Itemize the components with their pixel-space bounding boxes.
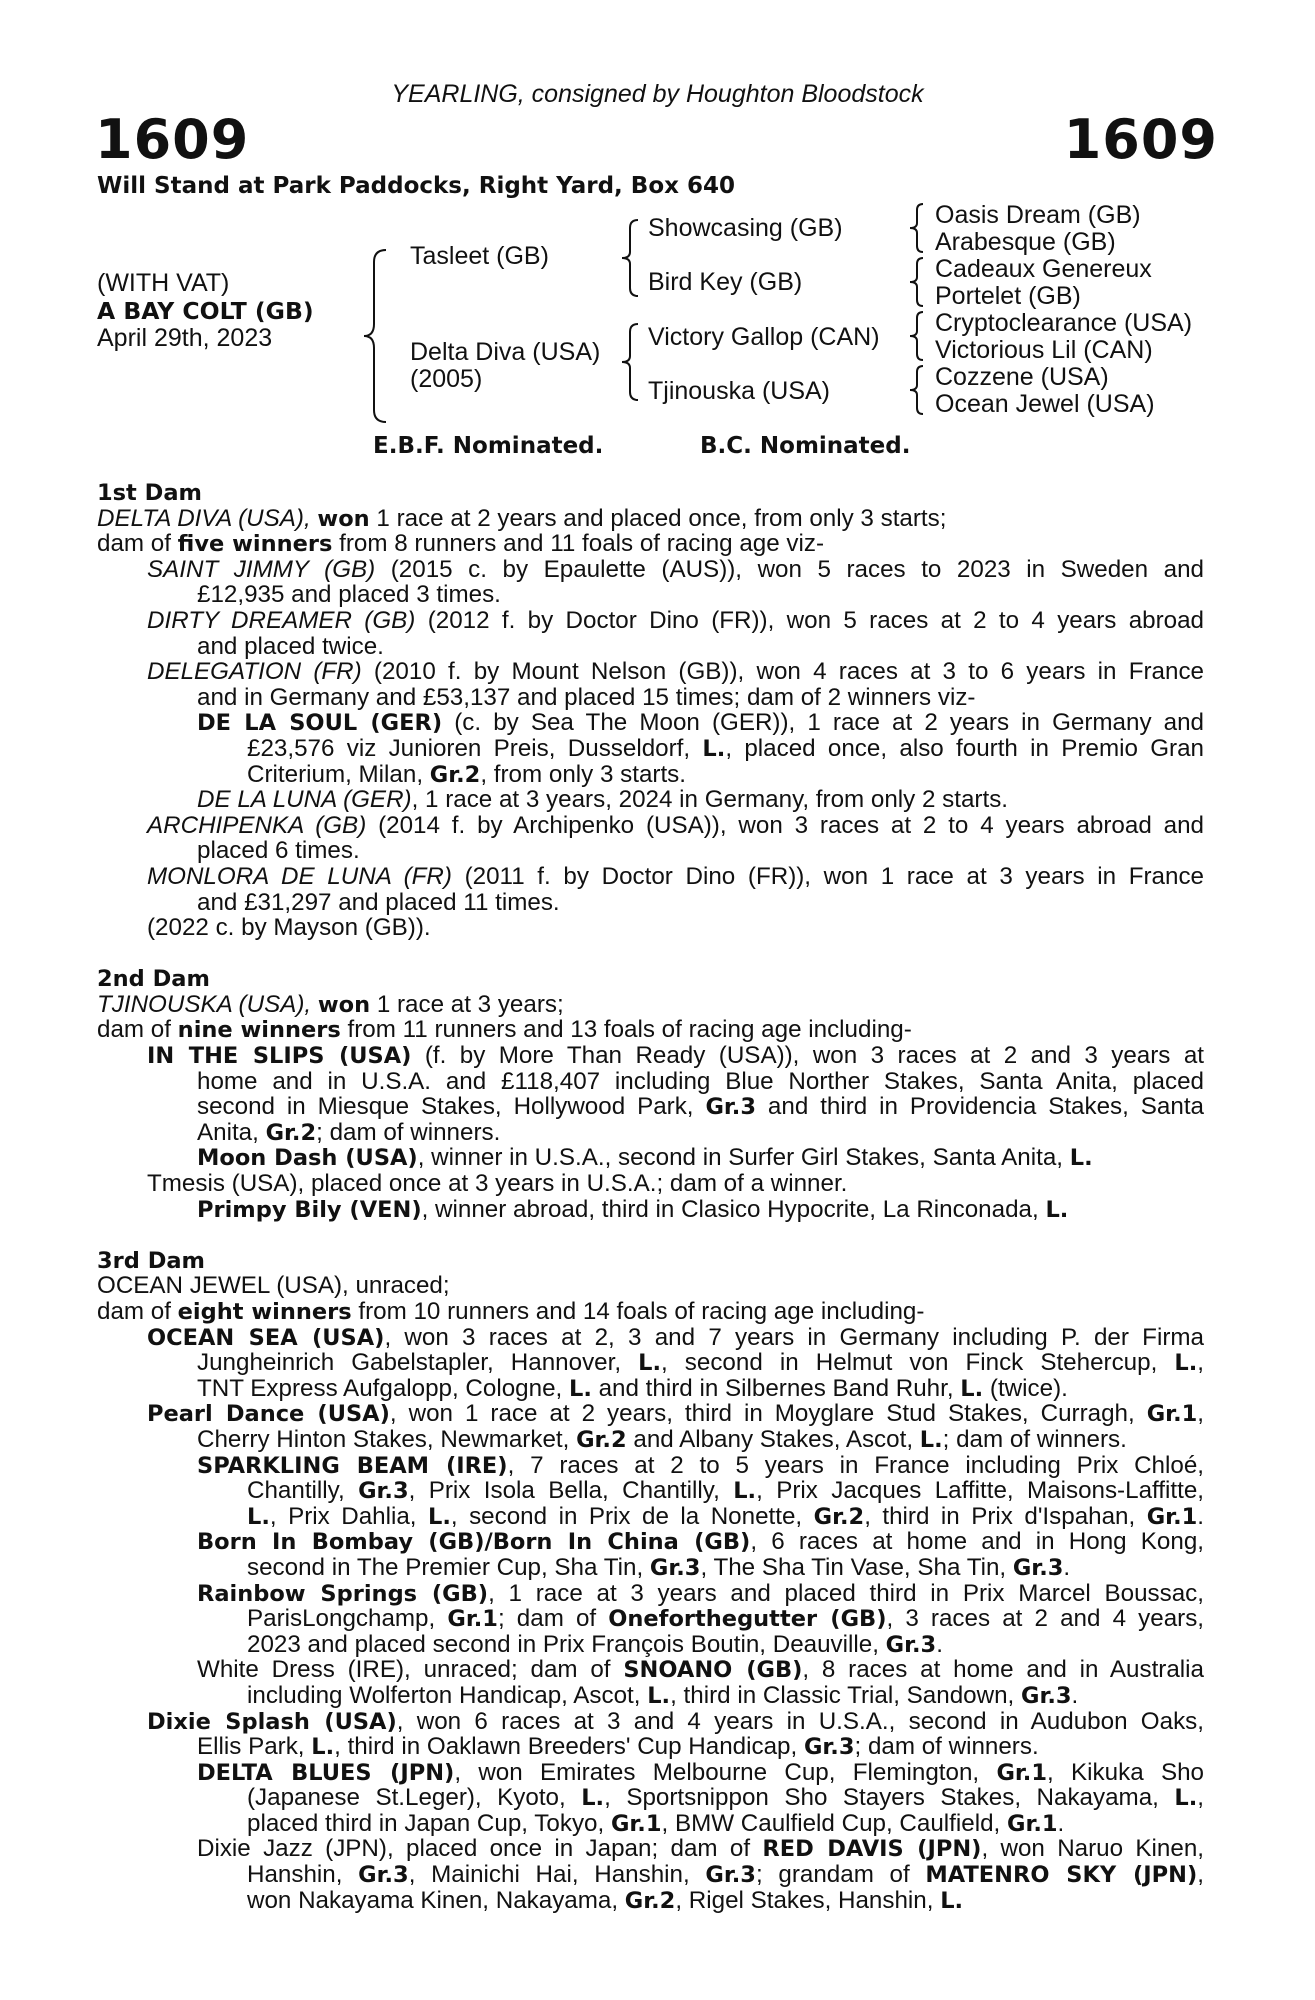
pedigree-sire-dam: Bird Key (GB) [648, 268, 803, 296]
record-line [97, 1734, 1204, 1760]
bold-text: Gr.2 [813, 1503, 865, 1530]
record-line [97, 634, 1204, 660]
bold-text: won [317, 991, 371, 1018]
record-line [97, 787, 1204, 813]
bold-text: five winners [177, 531, 333, 558]
plain-text: , winner abroad, third in Clasico Hypocrite, La Rinconada, [421, 1195, 1046, 1223]
plain-text: and third in Silbernes Band Ruhr, [591, 1374, 961, 1402]
bold-text: L. [428, 1503, 451, 1530]
plain-text: . [1057, 1809, 1065, 1837]
plain-text: (c. by Sea The Moon (GER)), 1 race at 2 years in Germany and [442, 709, 1205, 737]
plain-text: , second in Prix de la Nonette, [450, 1502, 814, 1530]
plain-text: Anita, [197, 1118, 266, 1146]
bold-text: Gr.3 [885, 1631, 937, 1658]
plain-text: from 10 runners and 14 foals of racing age including- [351, 1298, 925, 1325]
plain-text: home and in U.S.A. and £118,407 including Blue Norther Stakes, Santa Anita, placed [197, 1067, 1204, 1095]
record-line [97, 864, 1204, 890]
bold-text: Gr.3 [705, 1862, 756, 1889]
pedigree-gg-6: Victorious Lil (CAN) [935, 336, 1153, 364]
pedigree-brace-g1 [908, 202, 928, 254]
section-heading [97, 1248, 1204, 1274]
bold-text: Gr.2 [265, 1119, 317, 1146]
bold-text: L. [638, 1350, 662, 1377]
bold-text: Gr.2 [429, 761, 481, 788]
record-line [97, 1836, 1204, 1862]
record-line [97, 1632, 1204, 1658]
bold-text: L. [1069, 1145, 1093, 1172]
plain-text: ; dam of winners. [942, 1425, 1127, 1453]
bold-text: Gr.2 [624, 1887, 676, 1914]
plain-text: (2012 f. by Doctor Dino (FR)), won 5 races at 2 to 4 years abroad [415, 606, 1205, 634]
record-line [97, 1197, 1204, 1223]
plain-text: White Dress (IRE), unraced; dam of [197, 1656, 624, 1684]
bold-text: L. [311, 1734, 335, 1761]
italic-text: DE LA LUNA (GER) [197, 786, 412, 814]
plain-text: ; dam of [497, 1605, 609, 1633]
bold-text: L. [733, 1478, 757, 1505]
bold-text: L. [940, 1887, 964, 1914]
plain-text: ; grandam of [755, 1861, 926, 1889]
pedigree-gg-5: Cryptoclearance (USA) [935, 309, 1193, 337]
record-line [97, 685, 1204, 711]
bold-text: Gr.3 [803, 1734, 855, 1761]
pedigree-brace-dam [620, 322, 644, 402]
bold-text: SPARKLING BEAM (IRE) [197, 1452, 508, 1479]
record-line [97, 1043, 1204, 1069]
bold-text: eight winners [177, 1299, 352, 1325]
plain-text: , 1 race at 3 years, 2024 in Germany, from only 2 starts. [411, 786, 1009, 814]
plain-text: , placed once, also fourth in Premio Gran [725, 734, 1204, 762]
bold-text: OCEAN SEA (USA) [147, 1324, 385, 1351]
plain-text: , won 3 races at 2, 3 and 7 years in Germany including P. der Firma [384, 1323, 1204, 1351]
plain-text: , Kikuka Sho [1047, 1758, 1204, 1786]
record-line [97, 1017, 1204, 1043]
bold-text: Born In Bombay (GB)/Born In China (GB) [197, 1529, 751, 1556]
record-line [97, 1427, 1204, 1453]
record-line [97, 1606, 1204, 1632]
heading-text: 3rd Dam [97, 1247, 205, 1274]
plain-text: , third in Classic Trial, Sandown, [670, 1681, 1021, 1709]
plain-text: placed third in Japan Cup, Tokyo, [247, 1809, 611, 1837]
plain-text: , Mainichi Hai, Hanshin, [408, 1861, 706, 1889]
pedigree-gg-7: Cozzene (USA) [935, 363, 1109, 391]
plain-text: , [1197, 1784, 1204, 1812]
bold-text: L. [919, 1426, 943, 1453]
plain-text: Hanshin, [247, 1861, 359, 1889]
bold-text: Gr.3 [1020, 1682, 1072, 1709]
record-line [97, 890, 1204, 916]
record-line [97, 710, 1204, 736]
record-line [97, 1862, 1204, 1888]
plain-text: . [936, 1630, 943, 1658]
italic-text: ARCHIPENKA (GB) [147, 811, 367, 839]
plain-text: , 7 races at 2 to 5 years in France including Prix Chloé, [507, 1451, 1204, 1479]
horse-name: A BAY COLT (GB) [97, 297, 314, 325]
record-line [97, 1171, 1204, 1197]
plain-text: (2022 c. by Mayson (GB)). [147, 914, 431, 942]
plain-text: , 6 races at home and in Hong Kong, [750, 1528, 1204, 1556]
bold-text: Gr.1 [1006, 1810, 1058, 1837]
record-line [97, 1478, 1204, 1504]
pedigree-sire: Tasleet (GB) [410, 242, 549, 270]
plain-text: (2011 f. by Doctor Dino (FR)), won 1 race at 3 years in France [451, 862, 1204, 890]
plain-text: , Sportsnippon Sho Stayers Stakes, Nakayama, [604, 1784, 1175, 1812]
plain-text: and in Germany and £53,137 and placed 15 times; dam of 2 winners viz- [197, 683, 976, 711]
record-line [97, 838, 1204, 864]
plain-text: £12,935 and placed 3 times. [197, 581, 501, 609]
foaling-date: April 29th, 2023 [97, 324, 273, 352]
plain-text: , [1197, 1400, 1205, 1428]
plain-text: and Albany Stakes, Ascot, [626, 1425, 920, 1453]
pedigree-gg-1: Oasis Dream (GB) [935, 201, 1141, 229]
bold-text: L. [960, 1375, 984, 1402]
bold-text: L. [702, 735, 726, 762]
bold-text: DE LA SOUL (GER) [197, 710, 443, 737]
plain-text: Jungheinrich Gabelstapler, Hannover, [197, 1349, 639, 1377]
bold-text: Gr.3 [705, 1094, 757, 1121]
plain-text: 1 race at 3 years; [370, 990, 564, 1018]
plain-text: including Wolferton Handicap, Ascot, [247, 1681, 648, 1709]
record-line [97, 1401, 1204, 1427]
record-line [97, 1760, 1204, 1786]
record-line [97, 506, 1204, 532]
plain-text: dam of [97, 1298, 178, 1325]
plain-text: second in Miesque Stakes, Hollywood Park, [197, 1093, 706, 1121]
pedigree-dam-year: (2005) [410, 365, 483, 393]
bold-text: IN THE SLIPS (USA) [147, 1043, 412, 1070]
bold-text: Moon Dash (USA) [197, 1145, 418, 1172]
plain-text: Criterium, Milan, [247, 760, 430, 788]
bold-text: Pearl Dance (USA) [147, 1401, 390, 1428]
plain-text: from 8 runners and 11 foals of racing age viz- [332, 530, 825, 558]
bold-text: Oneforthegutter (GB) [608, 1606, 887, 1633]
pedigree-sire-sire: Showcasing (GB) [648, 214, 843, 242]
heading-text: 1st Dam [97, 480, 202, 506]
record-line [97, 1145, 1204, 1171]
record-line [97, 659, 1204, 685]
bold-text: nine winners [177, 1017, 341, 1044]
record-line [97, 1785, 1204, 1811]
plain-text: and £31,297 and placed 11 times. [197, 888, 560, 916]
plain-text: , 8 races at home and in Australia [802, 1656, 1204, 1684]
bold-text: MATENRO SKY (JPN) [925, 1862, 1198, 1889]
bold-text: Gr.1 [996, 1759, 1048, 1786]
plain-text: £23,576 viz Junioren Preis, Dusseldorf, [247, 734, 703, 762]
record-line [97, 1453, 1204, 1479]
bold-text: Gr.1 [610, 1810, 662, 1837]
record-line [97, 1325, 1204, 1351]
plain-text: , 1 race at 3 years and placed third in Prix Marcel Boussac, [488, 1579, 1204, 1607]
record-line [97, 557, 1204, 583]
plain-text: , BMW Caulfield Cup, Caulfield, [661, 1809, 1007, 1837]
plain-text: , Prix Dahlia, [269, 1502, 428, 1530]
vat-note: (WITH VAT) [97, 269, 230, 297]
bold-text: Gr.3 [1012, 1554, 1064, 1581]
pedigree-brace-sire [620, 218, 644, 298]
plain-text: 1 race at 2 years and placed once, from only 3 starts; [369, 504, 947, 532]
pedigree-brace-g4 [908, 364, 928, 416]
plain-text: , won 1 race at 2 years, third in Moyglare Stud Stakes, Curragh, [389, 1400, 1147, 1428]
plain-text: 2023 and placed second in Prix François Boutin, Deauville, [247, 1630, 886, 1658]
bold-text: Gr.3 [358, 1862, 409, 1889]
record-line [97, 992, 1204, 1018]
record-line [97, 762, 1204, 788]
bold-text: RED DAVIS (JPN) [762, 1836, 982, 1863]
bold-text: L. [1174, 1785, 1198, 1812]
bold-text: Gr.2 [576, 1426, 627, 1453]
family-record [97, 480, 1204, 1913]
plain-text: TNT Express Aufgalopp, Cologne, [197, 1374, 569, 1402]
plain-text: . [1197, 1502, 1205, 1530]
stand-location: Will Stand at Park Paddocks, Right Yard, Box 640 [97, 173, 735, 199]
bold-text: L. [568, 1375, 592, 1402]
plain-text: dam of [97, 1016, 178, 1044]
italic-text: DIRTY DREAMER (GB) [147, 606, 416, 634]
plain-text: Tmesis (USA), placed once at 3 years in U.S.A.; dam of a winner. [147, 1170, 848, 1198]
plain-text: , 3 races at 2 and 4 years, [886, 1605, 1205, 1633]
lot-number-left: 1609 [95, 108, 250, 171]
plain-text: ; dam of winners. [316, 1118, 501, 1146]
record-line [97, 1376, 1204, 1402]
plain-text: , won Naruo Kinen, [981, 1835, 1204, 1863]
plain-text: , [1197, 1349, 1204, 1377]
pedigree-gg-3: Cadeaux Genereux [935, 255, 1152, 283]
record-line [97, 1069, 1204, 1095]
plain-text: . [1063, 1553, 1071, 1581]
bold-text: L. [247, 1503, 270, 1530]
section-heading [97, 480, 1204, 506]
record-line [97, 1683, 1204, 1709]
plain-text: Dixie Jazz (JPN), placed once in Japan; dam of [197, 1835, 763, 1863]
plain-text: , third in Oaklawn Breeders' Cup Handicap, [334, 1733, 804, 1761]
record-line [97, 813, 1204, 839]
plain-text: , winner in U.S.A., second in Surfer Girl Stakes, Santa Anita, [417, 1144, 1070, 1172]
bold-text: L. [1045, 1196, 1069, 1223]
pedigree-dam-dam: Tjinouska (USA) [648, 377, 830, 405]
plain-text: . [1071, 1681, 1079, 1709]
record-line [97, 1504, 1204, 1530]
record-line [97, 1350, 1204, 1376]
record-line [97, 1888, 1204, 1914]
pedigree-brace-g3 [908, 310, 928, 362]
pedigree-brace-g2 [908, 256, 928, 308]
plain-text: dam of [97, 530, 178, 558]
pedigree-gg-8: Ocean Jewel (USA) [935, 390, 1155, 418]
record-line [97, 736, 1204, 762]
section-heading [97, 966, 1204, 992]
bold-text: Dixie Splash (USA) [147, 1708, 397, 1735]
record-line [97, 1581, 1204, 1607]
plain-text: (f. by More Than Ready (USA)), won 3 races at 2 and 3 years at [411, 1042, 1204, 1070]
bold-text: Gr.1 [447, 1606, 498, 1633]
plain-text: ParisLongchamp, [247, 1605, 448, 1633]
plain-text: Chantilly, [247, 1477, 359, 1505]
plain-text: and third in Providencia Stakes, Santa [756, 1093, 1204, 1121]
plain-text: second in The Premier Cup, Sha Tin, [247, 1553, 650, 1581]
italic-text: DELTA DIVA (USA), [97, 504, 318, 532]
italic-text: DELEGATION (FR) [147, 658, 362, 686]
plain-text: (2010 f. by Mount Nelson (GB)), won 4 races at 3 to 6 years in France [361, 658, 1205, 686]
plain-text: (2015 c. by Epaulette (AUS)), won 5 races to 2023 in Sweden and [375, 555, 1204, 583]
bold-text: DELTA BLUES (JPN) [197, 1759, 455, 1786]
bold-text: L. [581, 1785, 605, 1812]
section-gap [97, 1222, 1204, 1248]
plain-text: , third in Prix d'Ispahan, [864, 1502, 1147, 1530]
record-line [97, 1094, 1204, 1120]
plain-text: , second in Helmut von Finck Stehercup, [661, 1349, 1175, 1377]
italic-text: MONLORA DE LUNA (FR) [147, 862, 452, 890]
plain-text: , The Sha Tin Vase, Sha Tin, [700, 1553, 1013, 1581]
plain-text: (twice). [983, 1374, 1068, 1402]
record-line [97, 915, 1204, 941]
plain-text: from 11 runners and 13 foals of racing age including- [340, 1016, 912, 1044]
record-line [97, 1709, 1204, 1735]
bold-text: Gr.1 [1146, 1401, 1198, 1428]
bold-text: L. [647, 1682, 671, 1709]
section-gap [97, 941, 1204, 967]
record-line [97, 1299, 1204, 1325]
ebf-nominated: E.B.F. Nominated. [373, 433, 604, 459]
bold-text: Gr.3 [358, 1478, 409, 1505]
record-line [97, 1811, 1204, 1837]
plain-text: , Prix Isola Bella, Chantilly, [408, 1477, 734, 1505]
plain-text: OCEAN JEWEL (USA), unraced; [97, 1272, 450, 1300]
bold-text: Gr.3 [649, 1554, 701, 1581]
pedigree-brace-main [362, 248, 392, 424]
record-line [97, 1529, 1204, 1555]
plain-text: ; dam of winners. [854, 1733, 1039, 1761]
pedigree-dam: Delta Diva (USA) [410, 338, 601, 366]
record-line [97, 1273, 1204, 1299]
record-line [97, 1555, 1204, 1581]
plain-text: (Japanese St.Leger), Kyoto, [247, 1784, 582, 1812]
plain-text: Cherry Hinton Stakes, Newmarket, [197, 1425, 577, 1453]
catalogue-subtitle: YEARLING, consigned by Houghton Bloodstock [391, 80, 924, 108]
bold-text: Primpy Bily (VEN) [197, 1196, 422, 1223]
pedigree-gg-2: Arabesque (GB) [935, 228, 1116, 256]
pedigree-gg-4: Portelet (GB) [935, 282, 1081, 310]
heading-text: 2nd Dam [97, 966, 210, 993]
plain-text: , won 6 races at 3 and 4 years in U.S.A., second in Audubon Oaks, [396, 1707, 1204, 1735]
plain-text: , won Emirates Melbourne Cup, Flemington, [454, 1758, 997, 1786]
bc-nominated: B.C. Nominated. [700, 433, 911, 459]
record-line [97, 1120, 1204, 1146]
bold-text: Rainbow Springs (GB) [197, 1580, 489, 1607]
plain-text: , Prix Jacques Laffitte, Maisons-Laffitte, [756, 1477, 1205, 1505]
plain-text: , [1197, 1861, 1205, 1889]
plain-text: , Rigel Stakes, Hanshin, [675, 1886, 941, 1914]
plain-text: Ellis Park, [197, 1733, 312, 1761]
bold-text: Gr.1 [1146, 1503, 1198, 1530]
bold-text: SNOANO (GB) [623, 1657, 803, 1684]
record-line [97, 531, 1204, 557]
plain-text: (2014 f. by Archipenko (USA)), won 3 races at 2 to 4 years abroad and [366, 811, 1204, 839]
lot-number-right: 1609 [1063, 108, 1218, 171]
record-line [97, 1657, 1204, 1683]
bold-text: L. [1174, 1350, 1198, 1377]
plain-text: and placed twice. [197, 632, 384, 660]
pedigree-dam-sire: Victory Gallop (CAN) [648, 323, 880, 351]
italic-text: TJINOUSKA (USA), [97, 990, 318, 1018]
plain-text: placed 6 times. [197, 837, 360, 865]
record-line [97, 582, 1204, 608]
plain-text: won Nakayama Kinen, Nakayama, [247, 1886, 625, 1914]
plain-text: , from only 3 starts. [480, 760, 686, 788]
italic-text: SAINT JIMMY (GB) [147, 555, 376, 583]
record-line [97, 608, 1204, 634]
bold-text: won [317, 505, 370, 532]
